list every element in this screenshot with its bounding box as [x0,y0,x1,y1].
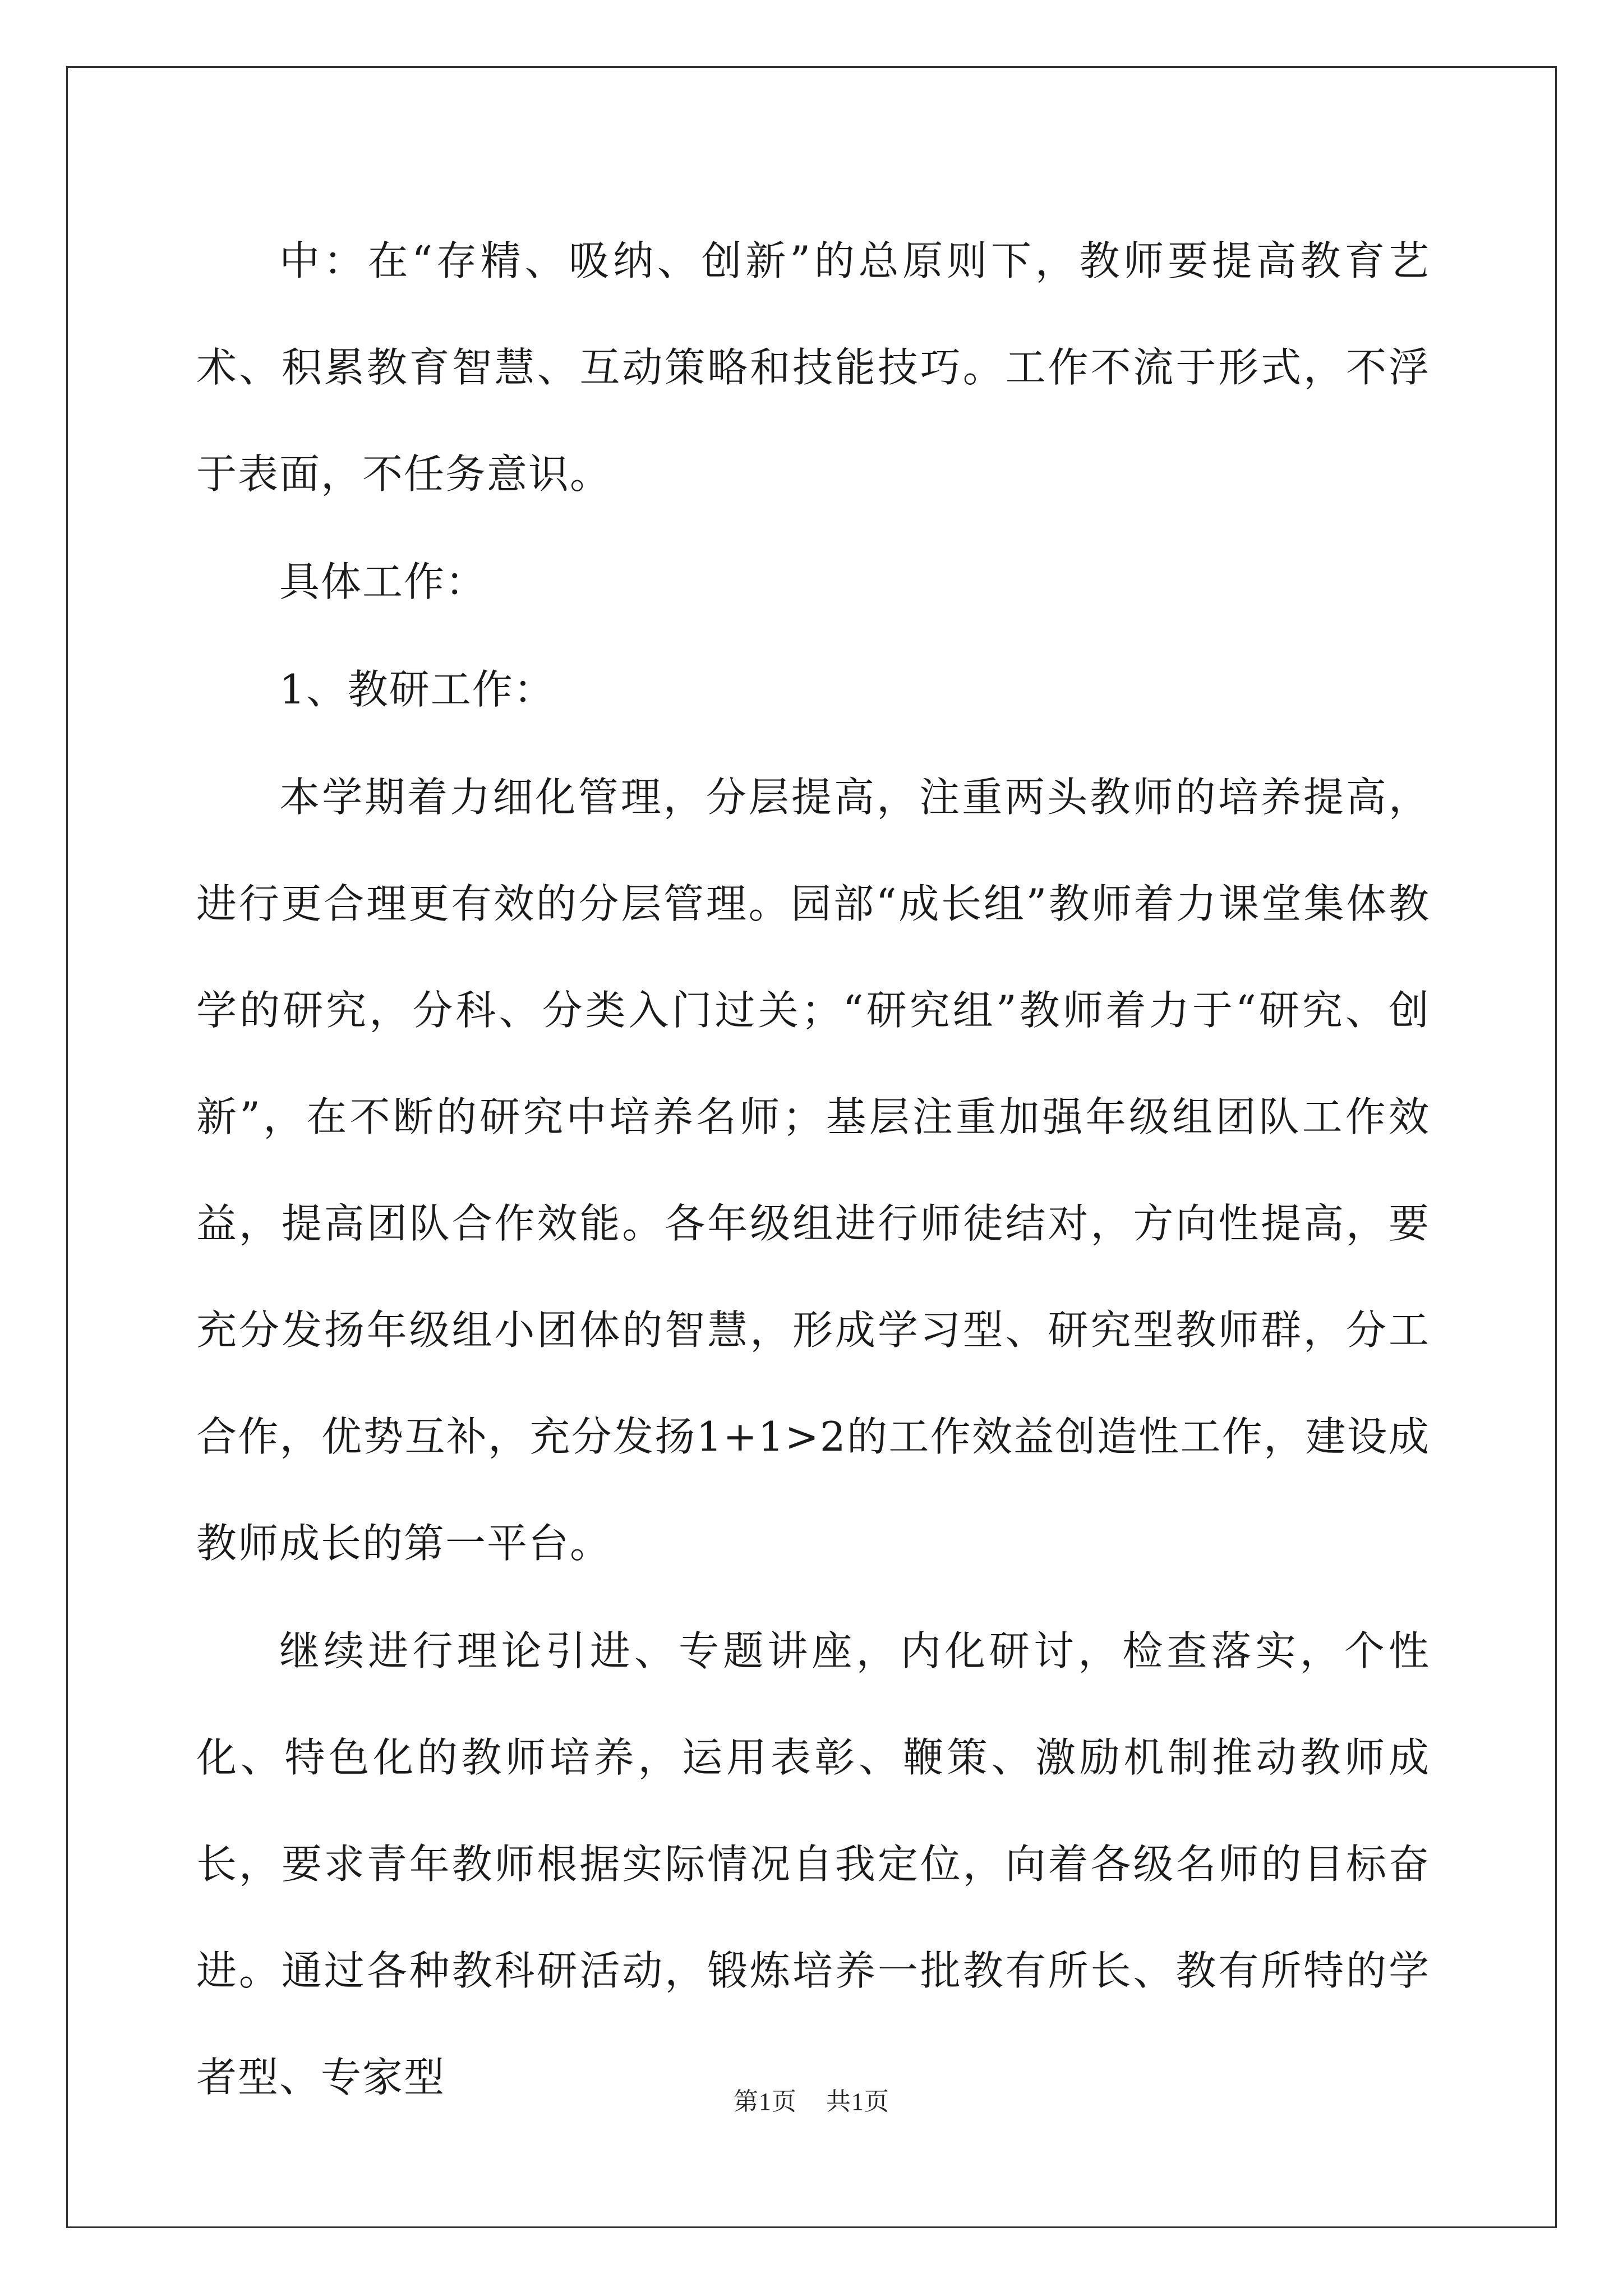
document-body [196,208,1430,2132]
paragraph-5: 继续进行理论引进、专题讲座，内化研讨，检查落实，个性化、特色化的教师培养，运用表彰、鞭策、激励机制推动教师成长，要求青年教师根据实际情况自我定位，向着各级名师的目标奋进。通过各种教科研活动，锻炼培养一批教有所长、教有所特的学者型、专家型 [196,1627,1430,2101]
paragraph-1: 中：在“存精、吸纳、创新”的总原则下，教师要提高教育艺术、积累教育智慧、互动策略和技能技巧。工作不流于形式，不浮于表面，不任务意识。 [196,237,1430,498]
page-number: 第1页 [734,2088,797,2115]
page-footer [0,2081,1623,2117]
paragraph-4: 本学期着力细化管理，分层提高，注重两头教师的培养提高，进行更合理更有效的分层管理。园部“成长组”教师着力课堂集体教学的研究，分科、分类入门过关；“研究组”教师着力于“研究、创新”，在不断的研究中培养名师；基层注重加强年级组团队工作效益，提高团队合作效能。各年级组进行师徒结对，方向性提高，要充分发扬年级组小团体的智慧，形成学习型、研究型教师群，分工合作，优势互补，充分发扬1+1>2的工作效益创造性工作，建设成教师成长的第一平台。 [196,774,1430,1567]
paragraph-2: 具体工作： [279,558,487,605]
page-total: 共1页 [826,2088,889,2115]
paragraph-3: 1、教研工作： [279,666,555,713]
